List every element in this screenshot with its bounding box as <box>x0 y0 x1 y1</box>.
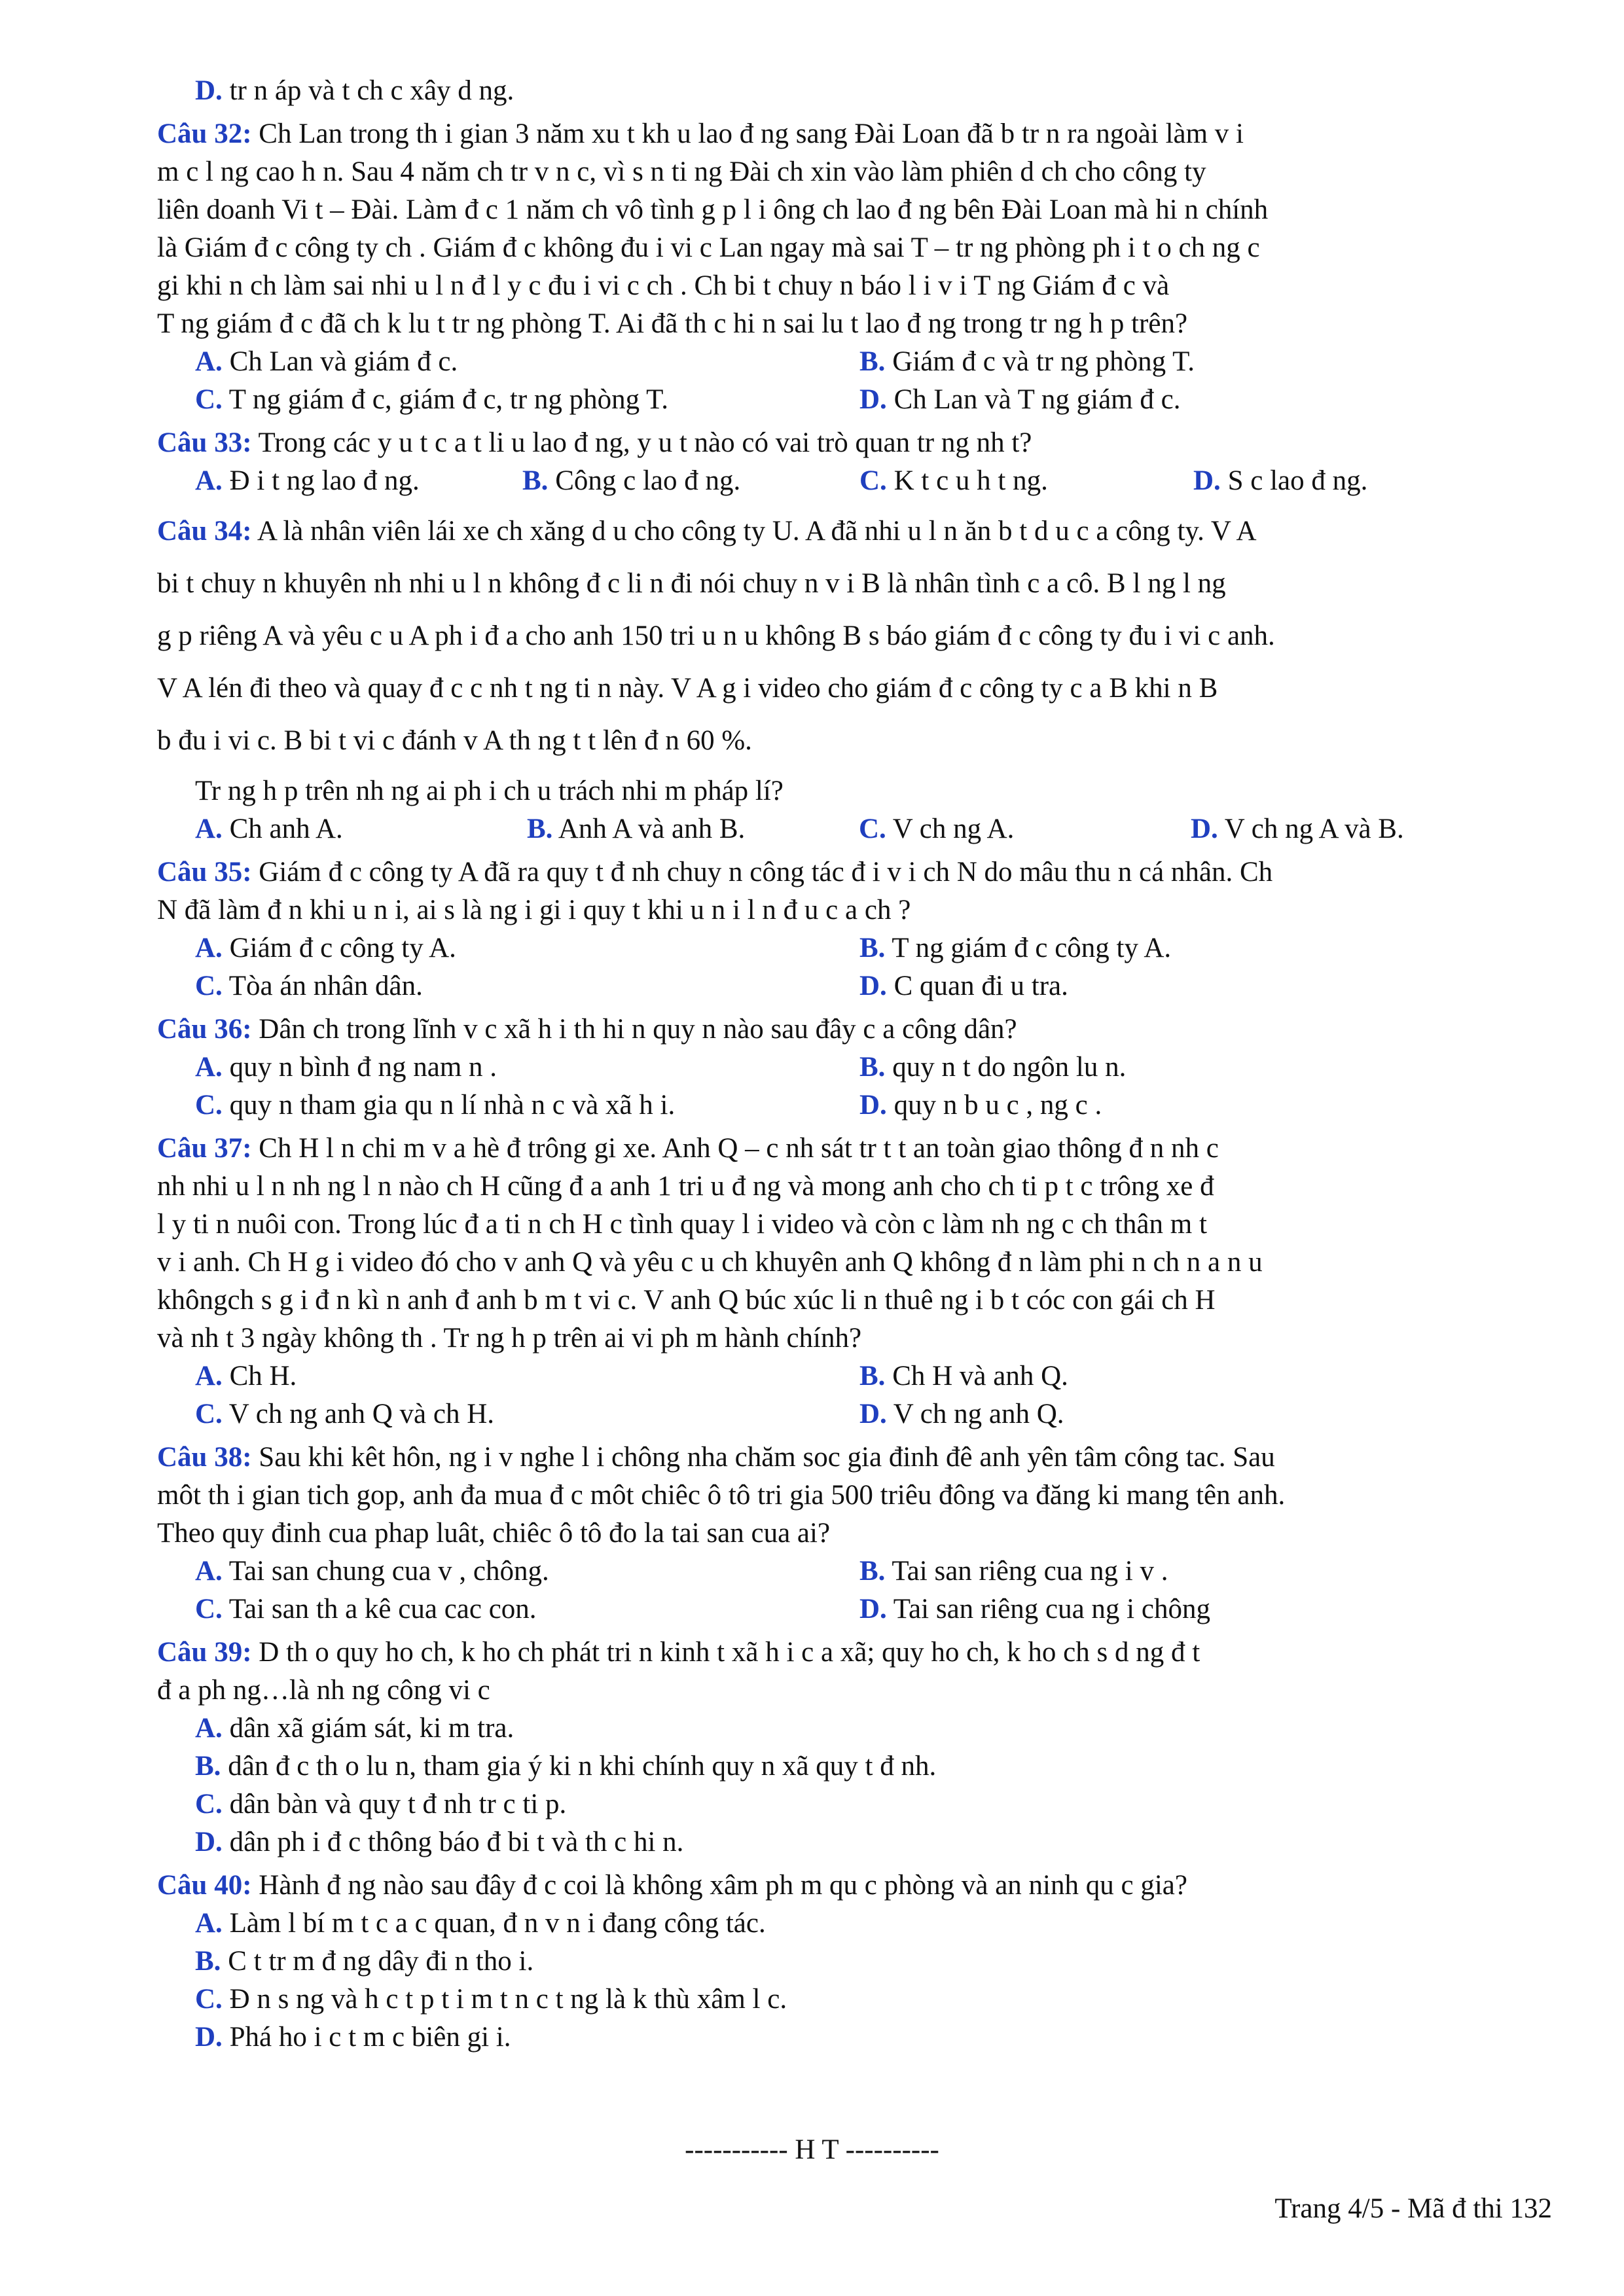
question-line: Câu 40: Hành đ ng nào sau đây đ c coi là không xâm ph m qu c phòng và an ninh qu c gia? <box>157 1870 1187 1901</box>
options-row <box>157 1395 1558 1433</box>
option-c[interactable]: C. dân bàn và quy t đ nh tr c ti p. <box>195 1789 567 1820</box>
option-d[interactable]: D. C quan đi u tra. <box>859 971 1068 1001</box>
question-line: V A lén đi theo và quay đ c c nh t ng ti n này. V A g i video cho giám đ c công ty c a B khi n B <box>157 673 1218 704</box>
question-line: m c l ng cao h n. Sau 4 năm ch tr v n c, vì s n ti ng Đài ch xin vào làm phiên d ch cho công ty <box>157 156 1206 187</box>
option-d[interactable]: D. Phá ho i c t m c biên gi i. <box>195 2022 511 2053</box>
option-d[interactable]: D. S c lao đ ng. <box>1193 465 1368 496</box>
question-line: Câu 39: D th o quy ho ch, k ho ch phát tri n kinh t xã h i c a xã; quy ho ch, k ho ch s d ng đ t <box>157 1637 1200 1668</box>
question-38 <box>157 1439 1558 1628</box>
option-b[interactable]: B. dân đ c th o lu n, tham gia ý ki n khi chính quy n xã quy t đ nh. <box>195 1751 937 1782</box>
option-a[interactable]: A. Ch anh A. <box>195 814 343 844</box>
option-d[interactable]: D. dân ph i đ c thông báo đ bi t và th c hi n. <box>195 1827 684 1857</box>
question-line: N đã làm đ n khi u n i, ai s là ng i gi i quy t khi u n i l n đ u c a ch ? <box>157 895 911 925</box>
option-a[interactable]: A. dân xã giám sát, ki m tra. <box>195 1713 514 1744</box>
question-line: g p riêng A và yêu c u A ph i đ a cho anh 150 tri u n u không B s báo giám đ c công ty đu i vi c anh. <box>157 620 1275 651</box>
question-34-sub <box>157 772 1558 848</box>
options-row <box>157 343 1558 381</box>
options-row <box>157 810 1558 848</box>
question-line: liên doanh Vi t – Đài. Làm đ c 1 năm ch vô tình g p l i ông ch lao đ ng bên Đài Loan mà hi n chính <box>157 194 1269 225</box>
option-d[interactable]: D. Ch Lan và T ng giám đ c. <box>859 384 1181 415</box>
option-label: D. <box>195 75 223 106</box>
question-36 <box>157 1011 1558 1124</box>
option-d[interactable]: D. V ch ng anh Q. <box>859 1399 1064 1429</box>
question-32 <box>157 115 1558 419</box>
question-line: nh nhi u l n nh ng l n nào ch H cũng đ a anh 1 tri u đ ng và mong anh cho ch ti p t c trông xe đ <box>157 1171 1214 1202</box>
option-b[interactable]: B. Giám đ c và tr ng phòng T. <box>859 346 1195 377</box>
options-row <box>157 967 1558 1005</box>
page-number: Trang 4/5 - Mã đ thi 132 <box>1274 2193 1552 2224</box>
question-subline: Tr ng h p trên nh ng ai ph i ch u trách nhi m pháp lí? <box>195 776 784 806</box>
option-c[interactable]: C. T ng giám đ c, giám đ c, tr ng phòng T. <box>195 384 668 415</box>
option-c[interactable]: C. V ch ng A. <box>859 814 1015 844</box>
question-line: Câu 37: Ch H l n chi m v a hè đ trông gi xe. Anh Q – c nh sát tr t t an toàn giao thông đ n nh c <box>157 1133 1219 1164</box>
options-row <box>157 1552 1558 1590</box>
question-line: Câu 38: Sau khi kêt hôn, ng i v nghe l i chông nha chăm soc gia đinh đê anh yên tâm công tac. Sau <box>157 1442 1275 1473</box>
question-line: T ng giám đ c đã ch k lu t tr ng phòng T. Ai đã th c hi n sai lu t lao đ ng trong tr ng h p trên? <box>157 308 1188 339</box>
options-row <box>157 462 1558 500</box>
question-line: Câu 32: Ch Lan trong th i gian 3 năm xu t kh u lao đ ng sang Đài Loan đã b tr n ra ngoài làm v i <box>157 118 1244 149</box>
option-b[interactable]: B. C t tr m đ ng dây đi n tho i. <box>195 1946 534 1977</box>
question-line: môt th i gian tich gop, anh đa mua đ c môt chiêc ô tô tri gia 500 triêu đông va đăng ki mang tên anh. <box>157 1480 1286 1511</box>
option-d[interactable]: D. V ch ng A và B. <box>1191 814 1404 844</box>
question-line: b đu i vi c. B bi t vi c đánh v A th ng t t lên đ n 60 %. <box>157 725 752 756</box>
option-c[interactable]: C. Tai san th a kê cua cac con. <box>195 1594 537 1624</box>
options-row <box>157 1049 1558 1086</box>
question-35 <box>157 853 1558 1005</box>
question-label: Câu 39: <box>157 1637 252 1668</box>
option-a[interactable]: A. Ch Lan và giám đ c. <box>195 346 458 377</box>
option-c[interactable]: C. Đ n s ng và h c t p t i m t n c t ng là k thù xâm l c. <box>195 1984 787 2015</box>
question-37 <box>157 1130 1558 1433</box>
option-c[interactable]: C. Tòa án nhân dân. <box>195 971 423 1001</box>
option-a[interactable]: A. Đ i t ng lao đ ng. <box>195 465 420 496</box>
options-row <box>157 929 1558 967</box>
option-c[interactable]: C. V ch ng anh Q và ch H. <box>195 1399 495 1429</box>
question-line: l y ti n nuôi con. Trong lúc đ a ti n ch H c tình quay l i video và còn c làm nh ng c ch thân m t <box>157 1209 1207 1240</box>
end-marker: ----------- H T ---------- <box>685 2134 939 2165</box>
option-c[interactable]: C. quy n tham gia qu n lí nhà n c và xã h i. <box>195 1090 676 1121</box>
question-line: khôngch s g i đ n kì n anh đ anh b m t vi c. V anh Q búc xúc li n thuê ng i b t cóc con gái ch H <box>157 1285 1216 1316</box>
option-b[interactable]: B. Ch H và anh Q. <box>859 1361 1068 1391</box>
option-b[interactable]: B. quy n t do ngôn lu n. <box>859 1052 1127 1083</box>
question-label: Câu 33: <box>157 427 252 458</box>
question-label: Câu 35: <box>157 857 252 888</box>
question-label: Câu 34: <box>157 516 252 547</box>
question-line: Theo quy đinh cua phap luât, chiêc ô tô đo la tai san cua ai? <box>157 1518 831 1549</box>
question-33 <box>157 424 1558 500</box>
option-b[interactable]: B. T ng giám đ c công ty A. <box>859 933 1172 963</box>
options-row <box>157 1086 1558 1124</box>
question-line: gi khi n ch làm sai nhi u l n đ l y c đu i vi c ch . Ch bi t chuy n báo l i v i T ng Giám đ c và <box>157 270 1170 301</box>
option-a[interactable]: A. Tai san chung cua v , chông. <box>195 1556 549 1587</box>
option-text: tr n áp và t ch c xây d ng. <box>222 75 514 106</box>
question-line: Câu 34: A là nhân viên lái xe ch xăng d u cho công ty U. A đã nhi u l n ăn b t d u c a công ty. V A <box>157 516 1257 547</box>
option-b[interactable]: B. Tai san riêng cua ng i v . <box>859 1556 1168 1587</box>
question-line: Câu 35: Giám đ c công ty A đã ra quy t đ nh chuy n công tác đ i v i ch N do mâu thu n cá nhân. Ch <box>157 857 1273 888</box>
question-line: và nh t 3 ngày không th . Tr ng h p trên ai vi ph m hành chính? <box>157 1323 862 1354</box>
question-40 <box>157 1867 1558 2056</box>
option-d[interactable]: D. Tai san riêng cua ng i chông <box>859 1594 1210 1624</box>
options-row <box>157 1590 1558 1628</box>
option-c[interactable]: C. K t c u h t ng. <box>859 465 1048 496</box>
question-label: Câu 36: <box>157 1014 252 1045</box>
question-line: là Giám đ c công ty ch . Giám đ c không đu i vi c Lan ngay mà sai T – tr ng phòng ph i t o ch ng c <box>157 232 1260 263</box>
question-line: Câu 33: Trong các y u t c a t li u lao đ ng, y u t nào có vai trò quan tr ng nh t? <box>157 427 1032 458</box>
question-label: Câu 38: <box>157 1442 252 1473</box>
question-34 <box>157 505 1558 767</box>
option-d[interactable]: D. quy n b u c , ng c . <box>859 1090 1102 1121</box>
question-line: bi t chuy n khuyên nh nhi u l n không đ c li n đi nói chuy n v i B là nhân tình c a cô. B l ng l ng <box>157 568 1226 599</box>
option-a[interactable]: A. Giám đ c công ty A. <box>195 933 456 963</box>
question-line: v i anh. Ch H g i video đó cho v anh Q và yêu c u ch khuyên anh Q không đ n làm phi n ch n a n u <box>157 1247 1263 1278</box>
option-a[interactable]: A. quy n bình đ ng nam n . <box>195 1052 497 1083</box>
options-row <box>157 381 1558 419</box>
option-a[interactable]: A. Làm l bí m t c a c quan, đ n v n i đang công tác. <box>195 1908 766 1939</box>
option-b[interactable]: B. Công c lao đ ng. <box>522 465 741 496</box>
question-label: Câu 37: <box>157 1133 252 1164</box>
question-line: đ a ph ng…là nh ng công vi c <box>157 1675 490 1706</box>
question-label: Câu 32: <box>157 118 252 149</box>
exam-page <box>157 72 1558 2056</box>
question-39 <box>157 1634 1558 1861</box>
pre-option-d <box>157 72 1558 110</box>
option-b[interactable]: B. Anh A và anh B. <box>527 814 746 844</box>
options-row <box>157 1357 1558 1395</box>
question-line: Câu 36: Dân ch trong lĩnh v c xã h i th hi n quy n nào sau đây c a công dân? <box>157 1014 1017 1045</box>
option-a[interactable]: A. Ch H. <box>195 1361 297 1391</box>
question-label: Câu 40: <box>157 1870 252 1901</box>
